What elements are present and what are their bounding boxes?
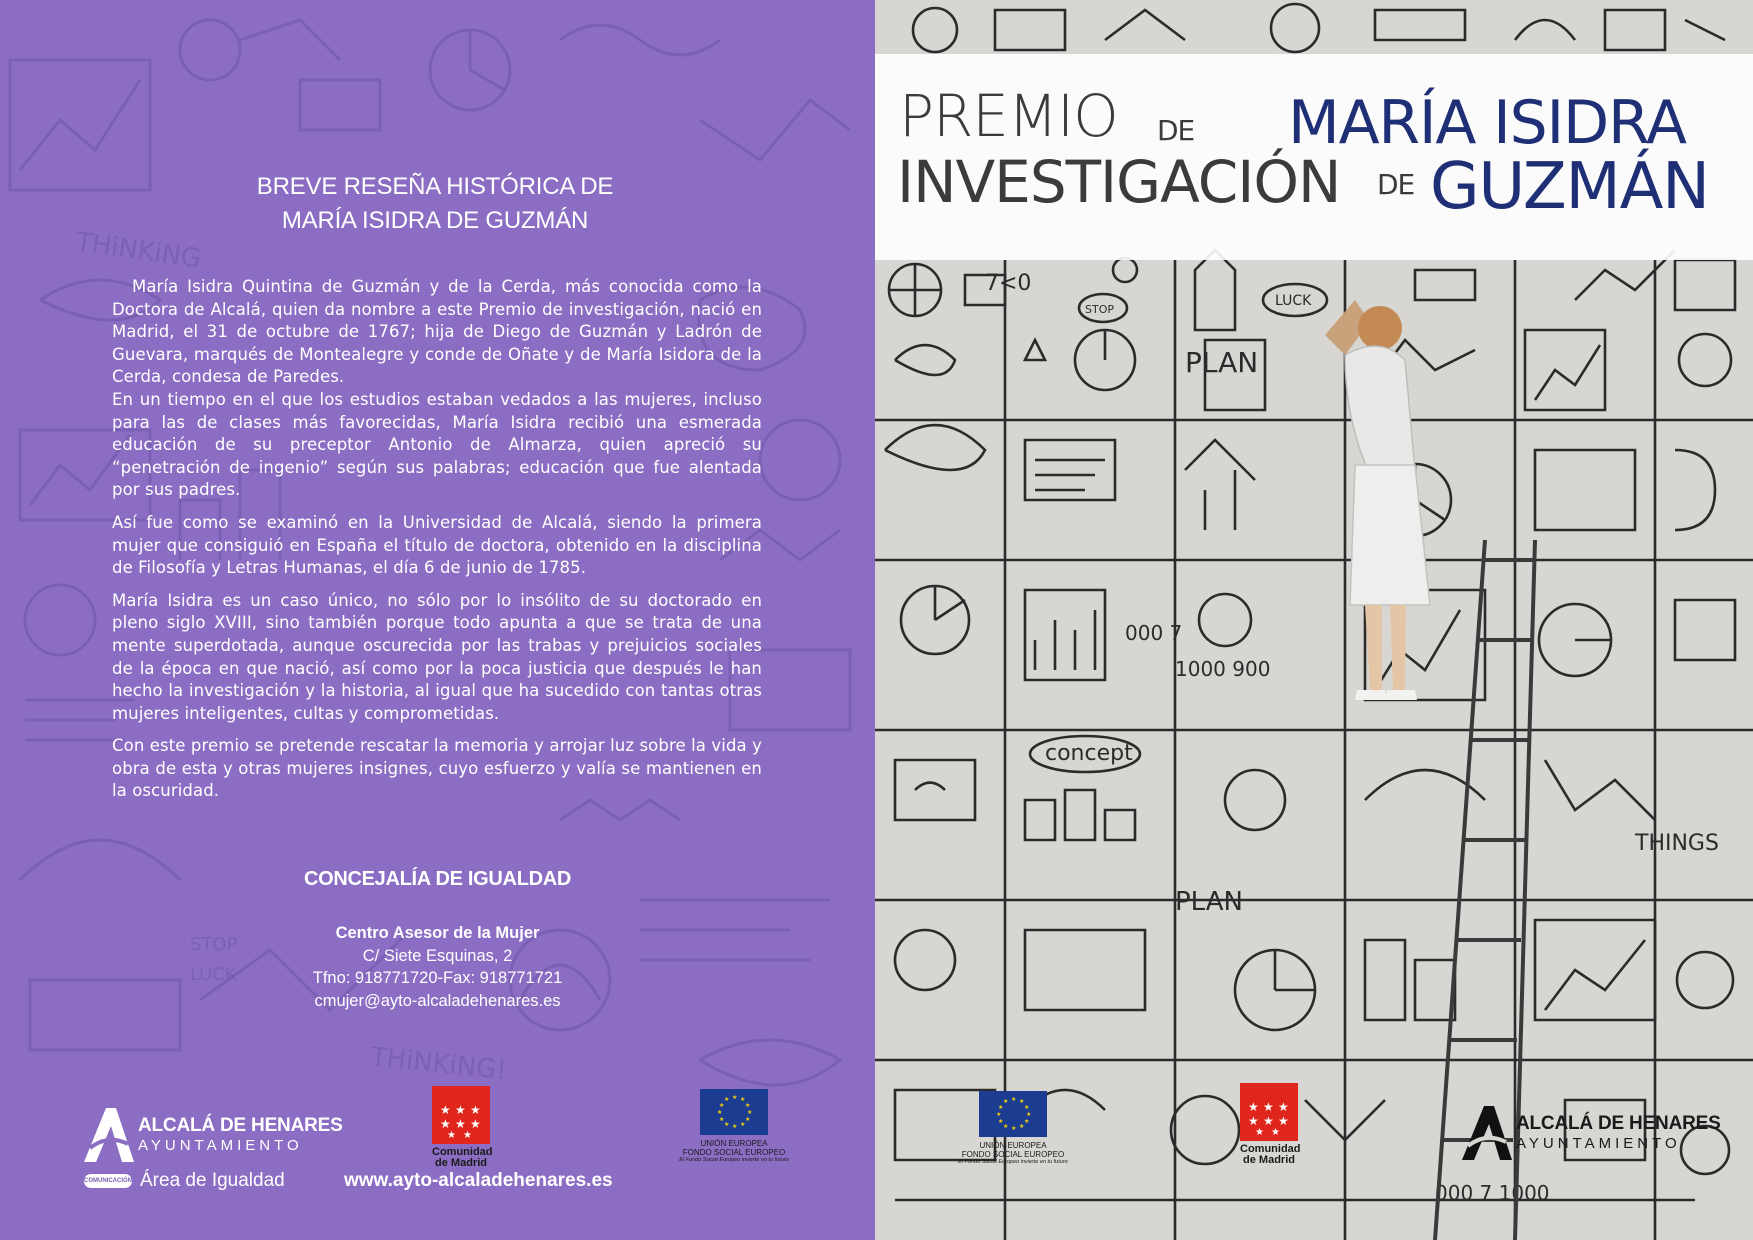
svg-text:7<0: 7<0 xyxy=(985,271,1032,296)
history-paragraph-1: María Isidra Quintina de Guzmán y de la Cerda, más conocida como la Doctora de Alcalá, quien da nombre a este Premio de investigación, nació en Madrid, el 31 de octubre de 1767; hija de Diego de Guzmán y Ladrón de Guevara, marqués de Montealegre y conde de Oñate y de María Isidora de la Cerda, condesa de Paredes. xyxy=(112,277,762,387)
svg-text:★: ★ xyxy=(998,1118,1004,1125)
svg-text:★: ★ xyxy=(740,1121,746,1128)
history-text xyxy=(112,276,762,813)
svg-text:★: ★ xyxy=(1271,1127,1280,1138)
svg-text:★: ★ xyxy=(740,1096,746,1103)
svg-text:★: ★ xyxy=(724,1096,730,1103)
eu-flag-icon xyxy=(700,1089,768,1135)
eu-logo-front xyxy=(948,1091,1078,1166)
comunidad-madrid-logo xyxy=(432,1086,493,1169)
history-paragraph-5: Con este premio se pretende rescatar la memoria y arrojar luz sobre la vida y obra de esta y otras mujeres insignes, cuyo esfuerzo y valía se mantienen en la oscuridad. xyxy=(112,736,762,801)
svg-text:★: ★ xyxy=(747,1109,753,1116)
svg-text:★: ★ xyxy=(719,1116,725,1123)
svg-text:★: ★ xyxy=(447,1130,456,1141)
cm-logo-line2: de Madrid xyxy=(435,1157,487,1169)
svg-text:000 7: 000 7 xyxy=(1125,621,1183,645)
cm-logo-line1: Comunidad xyxy=(432,1146,493,1158)
svg-text:★: ★ xyxy=(745,1116,751,1123)
svg-text:000 7 1000: 000 7 1000 xyxy=(1435,1181,1550,1205)
svg-text:★: ★ xyxy=(1019,1098,1025,1105)
woman-on-ladder-figure xyxy=(1325,300,1430,700)
eu-front-line3: El Fondo Social Europeo invierte en tu futuro xyxy=(958,1159,1068,1165)
alcala-logo-sub: AYUNTAMIENTO xyxy=(138,1136,303,1154)
history-heading-line1: BREVE RESEÑA HISTÓRICA DE xyxy=(256,173,614,200)
svg-text:★: ★ xyxy=(1248,1100,1259,1114)
contact-phone: Tfno: 918771720-Fax: 918771721 xyxy=(312,969,563,987)
history-paragraph-3: Así fue como se examinó en la Universidad de Alcalá, siendo la primera mujer que consiguió en España el título de doctora, obtenido en la disciplina de Filosofía y Letras Humanas, el día 6 de junio de 1785. xyxy=(112,512,762,578)
history-paragraph-2: En un tiempo en el que los estudios estaban vedados a las mujeres, incluso para las de clases más favorecidas, María Isidra recibió una esmerada educación de su preceptor Antonio de Almarza, quien apreció su “penetración de ingenio” según sus palabras; educación que fue alentada por sus padres. xyxy=(112,389,762,500)
svg-text:PLAN: PLAN xyxy=(1175,887,1243,917)
svg-text:★: ★ xyxy=(1003,1098,1009,1105)
svg-text:★: ★ xyxy=(1278,1100,1289,1114)
svg-text:★: ★ xyxy=(1026,1111,1032,1118)
back-cover-panel xyxy=(0,0,875,1240)
madrid-stars-icon xyxy=(1240,1083,1298,1141)
title-de-2: DE xyxy=(1377,168,1415,201)
svg-text:★: ★ xyxy=(1011,1096,1017,1103)
svg-text:★: ★ xyxy=(1024,1104,1030,1111)
svg-text:★: ★ xyxy=(470,1117,481,1131)
svg-text:THINGS: THINGS xyxy=(1635,831,1719,856)
cm-front-line2: de Madrid xyxy=(1243,1154,1295,1166)
alcala-front-sub: AYUNTAMIENTO xyxy=(1516,1134,1681,1152)
front-cover-panel xyxy=(875,0,1753,1240)
alcala-a-icon xyxy=(80,1104,136,1164)
svg-text:★: ★ xyxy=(463,1130,472,1141)
svg-text:1000 900: 1000 900 xyxy=(1175,657,1271,681)
alcala-a-icon xyxy=(1458,1102,1514,1162)
svg-text:★: ★ xyxy=(1011,1125,1017,1132)
svg-text:★: ★ xyxy=(1003,1123,1009,1130)
contact-email[interactable]: cmujer@ayto-alcaladehenares.es xyxy=(314,991,561,1010)
area-igualdad-label: Área de Igualdad xyxy=(140,1170,285,1191)
alcala-front-name: ALCALÁ DE HENARES xyxy=(1516,1112,1721,1134)
title-name-line1: MARÍA ISIDRA xyxy=(1288,88,1686,158)
svg-text:★: ★ xyxy=(440,1117,451,1131)
website-link[interactable]: www.ayto-alcaladehenares.es xyxy=(344,1170,613,1191)
svg-text:PLAN: PLAN xyxy=(1185,346,1259,379)
concejalia-title: CONCEJALÍA DE IGUALDAD xyxy=(303,868,572,890)
history-heading-line2: MARÍA ISIDRA DE GUZMÁN xyxy=(281,207,589,234)
svg-text:★: ★ xyxy=(998,1104,1004,1111)
svg-text:★: ★ xyxy=(1019,1123,1025,1130)
eu-front-line1: UNIÓN EUROPEA xyxy=(979,1141,1047,1150)
svg-text:★: ★ xyxy=(732,1094,738,1101)
svg-text:★: ★ xyxy=(719,1102,725,1109)
alcala-logo-front xyxy=(1458,1102,1721,1162)
contact-org: Centro Asesor de la Mujer xyxy=(335,924,540,942)
svg-text:★: ★ xyxy=(1248,1114,1259,1128)
svg-text:★: ★ xyxy=(470,1103,481,1117)
history-paragraph-4: María Isidra es un caso único, no sólo por lo insólito de su doctorado en pleno siglo XVIII, sino también porque todo apunta a que se trata de una mente superdotada, aunque oscurecida por las trabas y prejuicios sociales de la época en que nació, así como por la poca justicia que después le han hecho la investigación y la historia, al igual que ha sucedido con tantas otras mujeres inteligentes, cultas y comprometidas. xyxy=(112,590,762,723)
eu-flag-icon xyxy=(979,1091,1047,1137)
eu-logo-line2: FONDO SOCIAL EUROPEO xyxy=(682,1148,786,1157)
title-premio: PREMIO xyxy=(899,82,1118,150)
eu-front-line2: FONDO SOCIAL EUROPEO xyxy=(961,1150,1065,1159)
svg-text:THiNKiNG!: THiNKiNG! xyxy=(369,1042,509,1087)
svg-text:★: ★ xyxy=(996,1111,1002,1118)
svg-text:concept: concept xyxy=(1045,741,1133,766)
svg-text:★: ★ xyxy=(455,1103,466,1117)
svg-text:★: ★ xyxy=(732,1123,738,1130)
svg-text:★: ★ xyxy=(724,1121,730,1128)
svg-text:★: ★ xyxy=(1263,1100,1274,1114)
eu-logo-line3: El Fondo Social Europeo invierte en tu futuro xyxy=(679,1157,789,1163)
svg-text:STOP: STOP xyxy=(1085,303,1114,316)
svg-text:★: ★ xyxy=(1278,1114,1289,1128)
title-investigacion: INVESTIGACIÓN xyxy=(897,148,1341,216)
svg-text:LUCK: LUCK xyxy=(1275,293,1312,309)
svg-text:★: ★ xyxy=(717,1109,723,1116)
svg-text:THiNKiNG: THiNKiNG xyxy=(74,227,203,275)
svg-text:★: ★ xyxy=(745,1102,751,1109)
svg-text:★: ★ xyxy=(455,1117,466,1131)
title-name-line2: GUZMÁN xyxy=(1430,150,1709,224)
svg-text:★: ★ xyxy=(1255,1127,1264,1138)
svg-text:★: ★ xyxy=(440,1103,451,1117)
eu-logo xyxy=(669,1089,799,1164)
madrid-stars-icon xyxy=(432,1086,490,1144)
history-heading xyxy=(200,170,670,238)
comunicacion-badge: COMUNICACIÓN xyxy=(84,1174,132,1188)
comunidad-madrid-logo-front xyxy=(1240,1083,1301,1166)
svg-text:STOP: STOP xyxy=(190,934,238,955)
eu-logo-line1: UNIÓN EUROPEA xyxy=(700,1139,768,1148)
cm-front-line1: Comunidad xyxy=(1240,1143,1301,1155)
contact-address: C/ Siete Esquinas, 2 xyxy=(362,946,513,965)
svg-text:★: ★ xyxy=(1024,1118,1030,1125)
svg-text:LUCK: LUCK xyxy=(190,964,237,985)
alcala-logo xyxy=(80,1104,343,1164)
alcala-logo-name: ALCALÁ DE HENARES xyxy=(138,1114,343,1136)
svg-text:★: ★ xyxy=(1263,1114,1274,1128)
contact-block xyxy=(250,922,625,1012)
title-de-1: DE xyxy=(1157,114,1195,147)
